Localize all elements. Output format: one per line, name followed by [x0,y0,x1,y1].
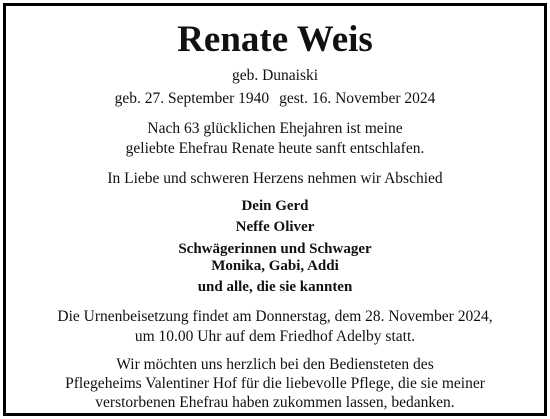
obituary-notice [3,3,547,416]
maiden-name: geb. Dunaiski [231,67,319,84]
burial-line: um 10.00 Uhr auf dem Friedhof Adelby statt. [134,328,416,345]
mourner-line: und alle, die sie kannten [197,279,353,295]
thanks-line: Pflegeheims Valentiner Hof für die liebevolle Pflege, die sie meiner [65,375,485,392]
life-dates [6,91,544,107]
burial-line: Die Urnenbeisetzung findet am Donnerstag, dem 28. November 2024, [57,308,493,325]
death-date: gest. 16. November 2024 [279,90,436,107]
mourner-line: Dein Gerd [241,198,309,214]
announcement-line: geliebte Ehefrau Renate heute sanft entschlafen. [125,140,425,157]
thanks-line: verstorbenen Ehefrau haben zukommen lassen, bedanken. [95,394,455,411]
thanks-line: Wir möchten uns herzlich bei den Bediensteten des [116,356,434,373]
mourner-line: Neffe Oliver [235,219,315,235]
deceased-name: Renate Weis [177,19,373,60]
farewell-line: In Liebe und schweren Herzens nehmen wir Abschied [107,170,443,187]
birth-date: geb. 27. September 1940 [114,90,270,107]
mourner-line: Monika, Gabi, Addi [211,258,339,274]
mourner-line: Schwägerinnen und Schwager [178,241,372,257]
announcement-line: Nach 63 glücklichen Ehejahren ist meine [147,120,403,137]
